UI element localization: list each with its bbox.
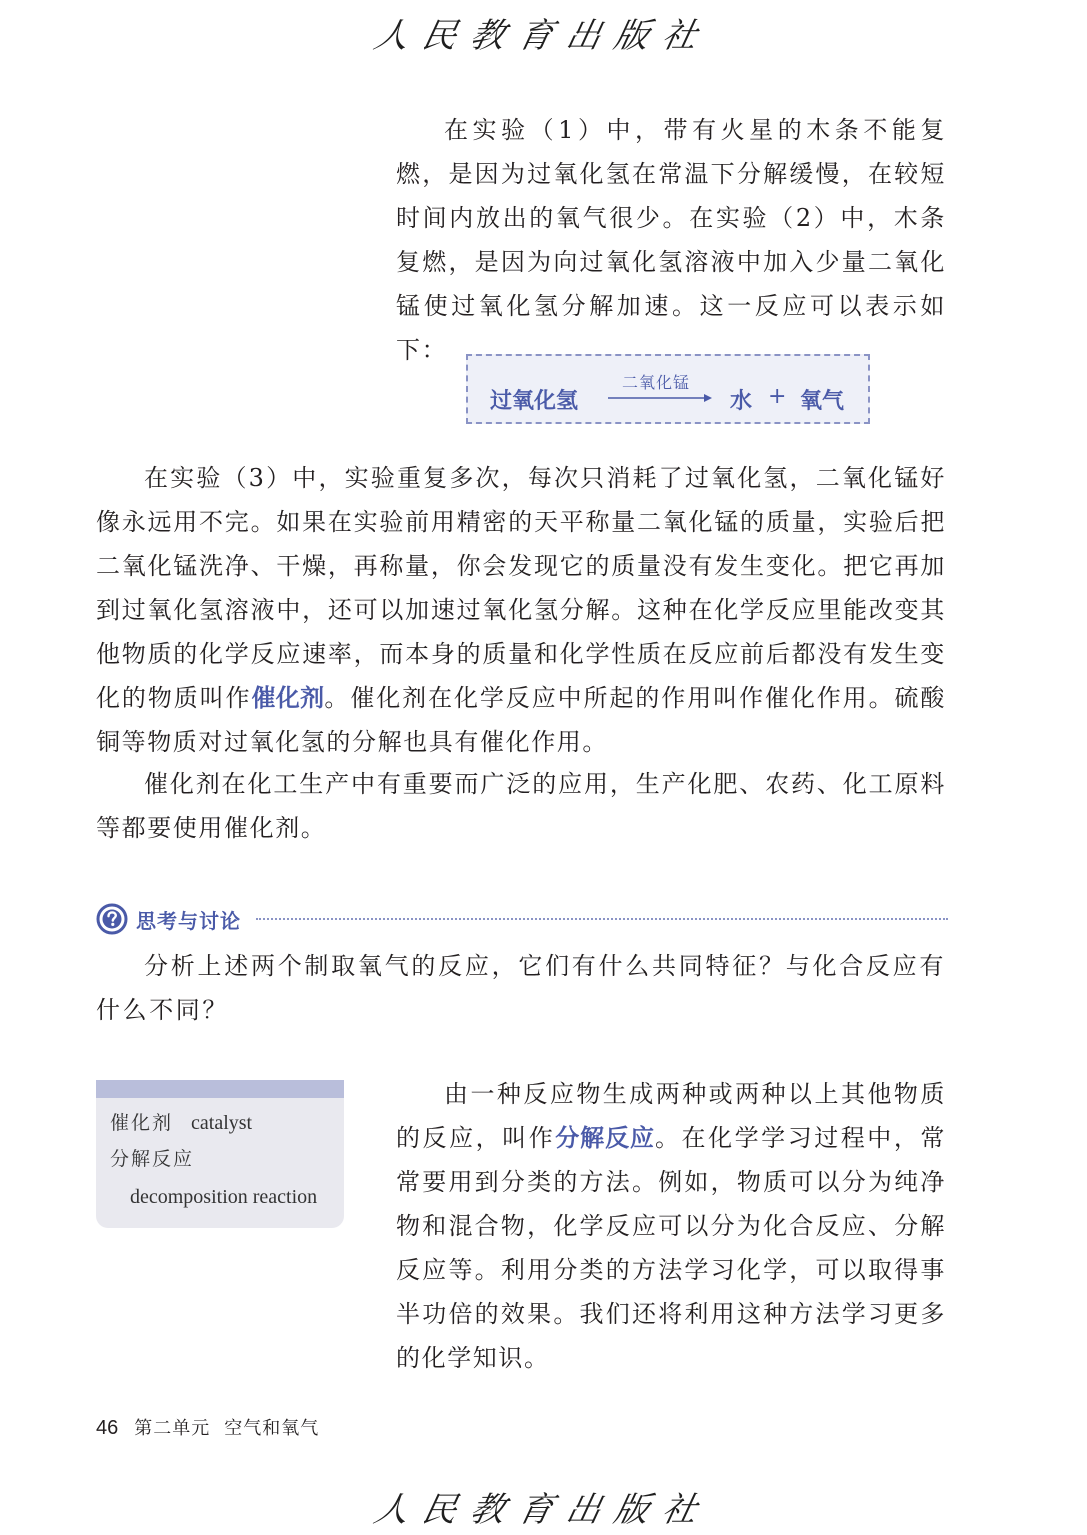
reaction-arrow-icon xyxy=(608,392,712,404)
publisher-logo-bottom: 人民教育出版社 xyxy=(370,1490,716,1530)
discussion-header xyxy=(96,902,948,936)
chapter-label: 空气和氧气 xyxy=(224,1418,320,1439)
glossary-header-bar xyxy=(96,1080,344,1098)
discussion-title: 思考与讨论 xyxy=(136,909,241,933)
question-circle-icon xyxy=(96,903,128,935)
unit-label: 第二单元 xyxy=(134,1418,211,1439)
glossary-item-decomposition-en: decomposition reaction xyxy=(130,1186,318,1208)
equation-product-oxygen: 氧气 xyxy=(800,389,845,414)
discussion-question: 分析上述两个制取氧气的反应，它们有什么共同特征？与化合反应有什么不同？ xyxy=(96,952,946,1024)
term-decomposition-reaction: 分解反应 xyxy=(555,1124,655,1152)
paragraph-experiment-1-2: 在实验（1）中，带有火星的木条不能复燃，是因为过氧化氢在常温下分解缓慢，在较短时间内放出的氧气很少。在实验（2）中，木条复燃，是因为向过氧化氢溶液中加入少量二氧化锰使过氧化氢分解加速。这一反应可以表示如下： xyxy=(396,116,946,364)
glossary-box xyxy=(96,1080,344,1228)
equation-product-water: 水 xyxy=(730,389,753,414)
glossary-item-catalyst: 催化剂 catalyst xyxy=(110,1112,253,1134)
page-footer xyxy=(96,1414,319,1440)
page-number: 46 xyxy=(96,1417,119,1439)
equation-plus: + xyxy=(768,384,787,409)
term-catalyst: 催化剂 xyxy=(251,684,325,712)
glossary-item-decomposition-cn: 分解反应 xyxy=(110,1148,195,1170)
reaction-equation-box xyxy=(466,354,870,424)
equation-condition: 二氧化锰 xyxy=(622,373,691,392)
paragraph-catalyst-applications: 催化剂在化工生产中有重要而广泛的应用，生产化肥、农药、化工原料等都要使用催化剂。 xyxy=(96,770,946,842)
publisher-logo-top: 人民教育出版社 xyxy=(370,16,716,56)
paragraph-decomposition-reaction: 由一种反应物生成两种或两种以上其他物质的反应，叫作分解反应。在化学学习过程中，常常要用到分类的方法。例如，物质可以分为纯净物和混合物，化学反应可以分为化合反应、分解反应等。利用分类的方法学习化学，可以取得事半功倍的效果。我们还将利用这种方法学习更多的化学知识。 xyxy=(396,1080,946,1372)
equation-reactant: 过氧化氢 xyxy=(490,389,579,414)
dotted-divider xyxy=(256,918,948,920)
paragraph-catalyst-definition: 在实验（3）中，实验重复多次，每次只消耗了过氧化氢，二氧化锰好像永远用不完。如果在实验前用精密的天平称量二氧化锰的质量，实验后把二氧化锰洗净、干燥，再称量，你会发现它的质量没有发生变化。把它再加到过氧化氢溶液中，还可以加速过氧化氢分解。这种在化学反应里能改变其他物质的化学反应速率，而本身的质量和化学性质在反应前后都没有发生变化的物质叫作催化剂。催化剂在化学反应中所起的作用叫作催化作用。硫酸铜等物质对过氧化氢的分解也具有催化作用。 xyxy=(96,464,946,756)
